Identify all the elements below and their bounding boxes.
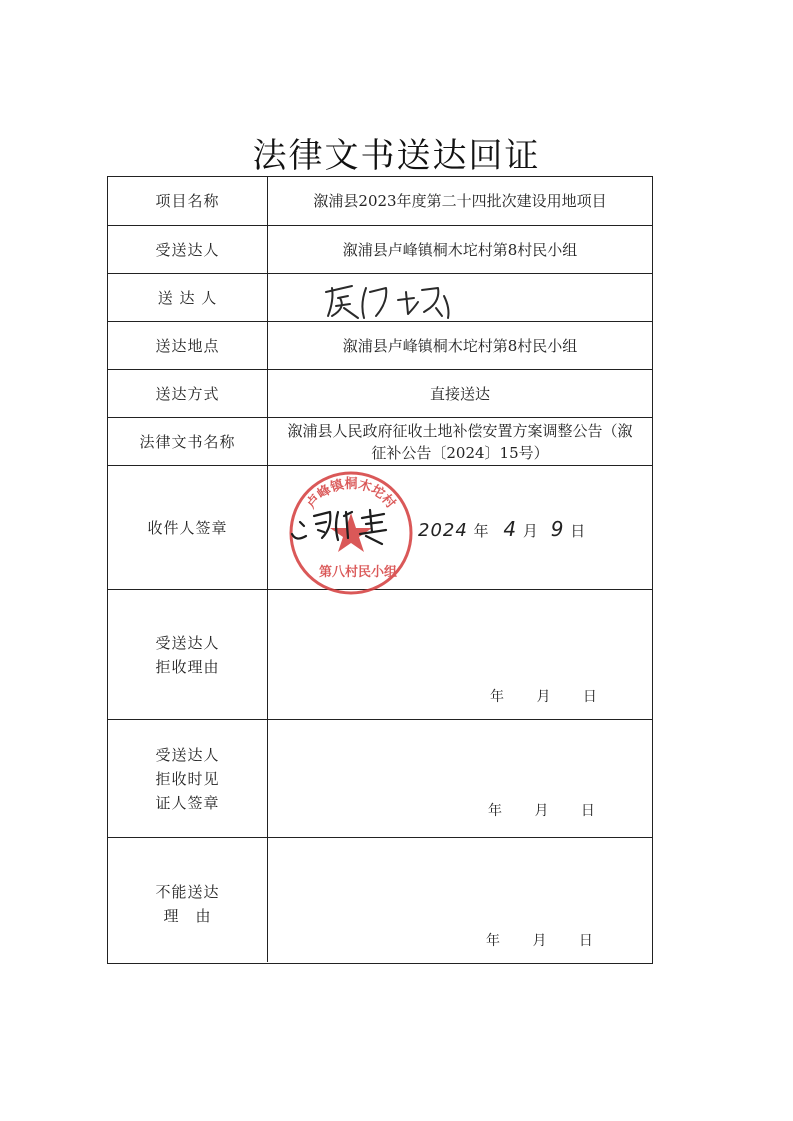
server-signature xyxy=(318,278,458,322)
recipient-signature xyxy=(286,502,406,552)
delivery-receipt-table xyxy=(107,176,653,964)
server-signature-cell xyxy=(268,274,652,321)
server-label: 送 达 人 xyxy=(108,274,268,321)
address-value: 溆浦县卢峰镇桐木坨村第8村民小组 xyxy=(342,336,578,355)
receipt-day: 9 xyxy=(550,517,565,541)
document-title: 法律文书送达回证 xyxy=(252,136,541,176)
row-receipt-signature xyxy=(108,466,652,590)
undeliverable-reason-cell xyxy=(268,838,652,962)
address-label: 送达地点 xyxy=(108,322,268,369)
receipt-signature-label: 收件人签章 xyxy=(108,466,268,589)
document-name-value xyxy=(268,418,652,465)
recipient-label: 受送达人 xyxy=(108,226,268,273)
row-address xyxy=(108,322,652,370)
row-undeliverable-reason xyxy=(108,838,652,962)
row-server xyxy=(108,274,652,322)
witness-label: 受送达人 拒收时见 证人签章 xyxy=(108,720,268,837)
receipt-month: 4 xyxy=(503,517,518,541)
refusal-reason-date: 年 月 日 xyxy=(490,689,598,705)
refusal-reason-label: 受送达人 拒收理由 xyxy=(108,590,268,719)
refusal-reason-cell xyxy=(268,590,652,719)
row-recipient xyxy=(108,226,652,274)
row-document-name xyxy=(108,418,652,466)
witness-cell xyxy=(268,720,652,837)
receipt-year: 2024 xyxy=(418,520,468,541)
row-project xyxy=(108,177,652,226)
document-name-line2: 征补公告〔2024〕15号） xyxy=(371,443,549,462)
method-label: 送达方式 xyxy=(108,370,268,417)
receipt-signature-cell xyxy=(268,466,652,589)
project-name-label: 项目名称 xyxy=(108,177,268,225)
project-name-value: 溆浦县2023年度第二十四批次建设用地项目 xyxy=(313,192,607,210)
witness-date: 年 月 日 xyxy=(488,803,596,819)
undeliverable-reason-label: 不能送达 理 由 xyxy=(108,838,268,962)
method-value: 直接送达 xyxy=(429,384,490,403)
row-refusal-reason xyxy=(108,590,652,720)
undeliverable-reason-date: 年 月 日 xyxy=(486,933,594,949)
stamp-top-text: 卢峰镇桐木坨村 xyxy=(304,477,398,512)
document-name-label: 法律文书名称 xyxy=(108,418,268,465)
recipient-value: 溆浦县卢峰镇桐木坨村第8村民小组 xyxy=(342,240,578,259)
document-name-line1: 溆浦县人民政府征收土地补偿安置方案调整公告（溆 xyxy=(287,421,633,440)
row-method xyxy=(108,370,652,418)
stamp-bottom-text: 第八村民小组 xyxy=(318,565,398,580)
row-witness xyxy=(108,720,652,838)
receipt-date: 2024 年 4 月 9 日 xyxy=(418,517,587,541)
